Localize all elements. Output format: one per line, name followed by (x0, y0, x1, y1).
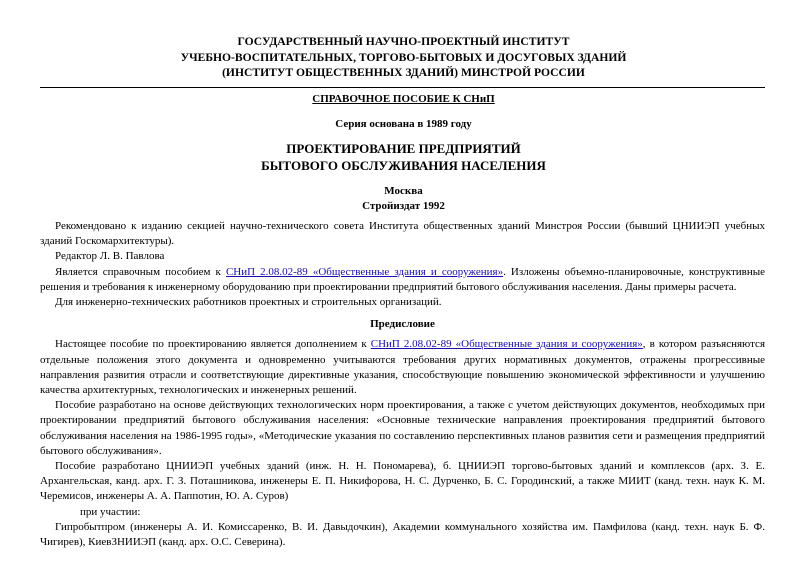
editor-line: Редактор Л. В. Павлова (55, 250, 165, 263)
preface-text-after: , в котором разъясняются отдельные положения этого документа и одновременно учитываются требования других нормативных документов, отражены прогрессивные направления развития отрасли и соответствующие директивные указания, способствующие повышению экономической эффективности и улучшению качества архитектурных, технологических и инженерных решений. (40, 338, 766, 397)
organization-name (0, 34, 807, 81)
preface-paragraph-3: Пособие разработано ЦНИИЭП учебных зданий (инж. Н. Н. Пономарева), б. ЦНИИЭП торгово-бытовых зданий и комплексов (арх. З. Е. Архангельская, канд. арх. Г. З. Поташникова, инженеры Е. П. Никифорова, Н. С. Дурченко, Б. С. Городинский, а также МИИТ (канд. техн. наук К. М. Черемисов, инженеры А. А. Паппотин, Ю. А. Суров) (40, 460, 765, 503)
audience-paragraph: Для инженерно-технических работников проектных и строительных организаций. (55, 296, 442, 309)
publication-city: Москва (384, 185, 423, 197)
document-body (40, 219, 765, 550)
preface-paragraph-5: Гипробытпром (инженеры А. И. Комиссаренко, В. И. Давыдочкин), Академии коммунального хозяйства им. Памфилова (канд. техн. наук Б. Ф. Чигирев), КиевЗНИИЭП (канд. арх. О.С. Северина). (40, 520, 765, 549)
publisher: Стройиздат 1992 (362, 200, 445, 212)
participation-line: при участии: (80, 505, 141, 518)
reference-title: СПРАВОЧНОЕ ПОСОБИЕ К СНиП (312, 93, 495, 105)
title-line-1: ПРОЕКТИРОВАНИЕ ПРЕДПРИЯТИЙ (286, 141, 521, 156)
org-line-2: УЧЕБНО-ВОСПИТАТЕЛЬНЫХ, ТОРГОВО-БЫТОВЫХ И ДОСУГОВЫХ ЗДАНИЙ (180, 50, 627, 64)
series-note: Серия основана в 1989 году (335, 118, 472, 130)
reference-paragraph (40, 265, 765, 295)
recommendation-paragraph: Рекомендовано к изданию секцией научно-технического совета Института общественных зданий Минстроя России (бывший ЦНИИЭП учебных зданий Госкомархитектуры). (40, 220, 765, 248)
preface-text-before: Настоящее пособие по проектированию является дополнением к (55, 338, 371, 351)
reference-text-before: Является справочным пособием к (55, 265, 226, 278)
title-line-2: БЫТОВОГО ОБСЛУЖИВАНИЯ НАСЕЛЕНИЯ (261, 158, 546, 173)
preface-paragraph-1 (40, 337, 765, 398)
preface-heading: Предисловие (370, 318, 435, 331)
publication-info (0, 184, 807, 214)
org-line-3: (ИНСТИТУТ ОБЩЕСТВЕННЫХ ЗДАНИЙ) МИНСТРОЙ РОССИИ (222, 66, 585, 79)
reference-text-after: . Изложены объемно-планировочные, конструктивные решения и требования к инженерному оборудованию при проектировании предприятий бытового обслуживания населения. Даны примеры расчета. (40, 265, 765, 293)
header-divider (40, 87, 765, 88)
preface-snip-link[interactable]: СНиП 2.08.02-89 «Общественные здания и сооружения» (370, 338, 643, 351)
preface-paragraph-2: Пособие разработано на основе действующих технологических норм проектирования, а также с учетом действующих документов, необходимых при проектировании предприятий бытового обслуживания населения: «Основные технические направления проектирования предприятий бытового обслуживания населения на 1986-1995 годы», «Методические указания по составлению перспективных планов развития сети и размещения предприятий бытового обслуживания». (40, 399, 765, 457)
document-title (0, 140, 807, 174)
snip-reference-link[interactable]: СНиП 2.08.02-89 «Общественные здания и сооружения» (225, 265, 504, 278)
org-line-1: ГОСУДАРСТВЕННЫЙ НАУЧНО-ПРОЕКТНЫЙ ИНСТИТУТ (237, 35, 570, 48)
